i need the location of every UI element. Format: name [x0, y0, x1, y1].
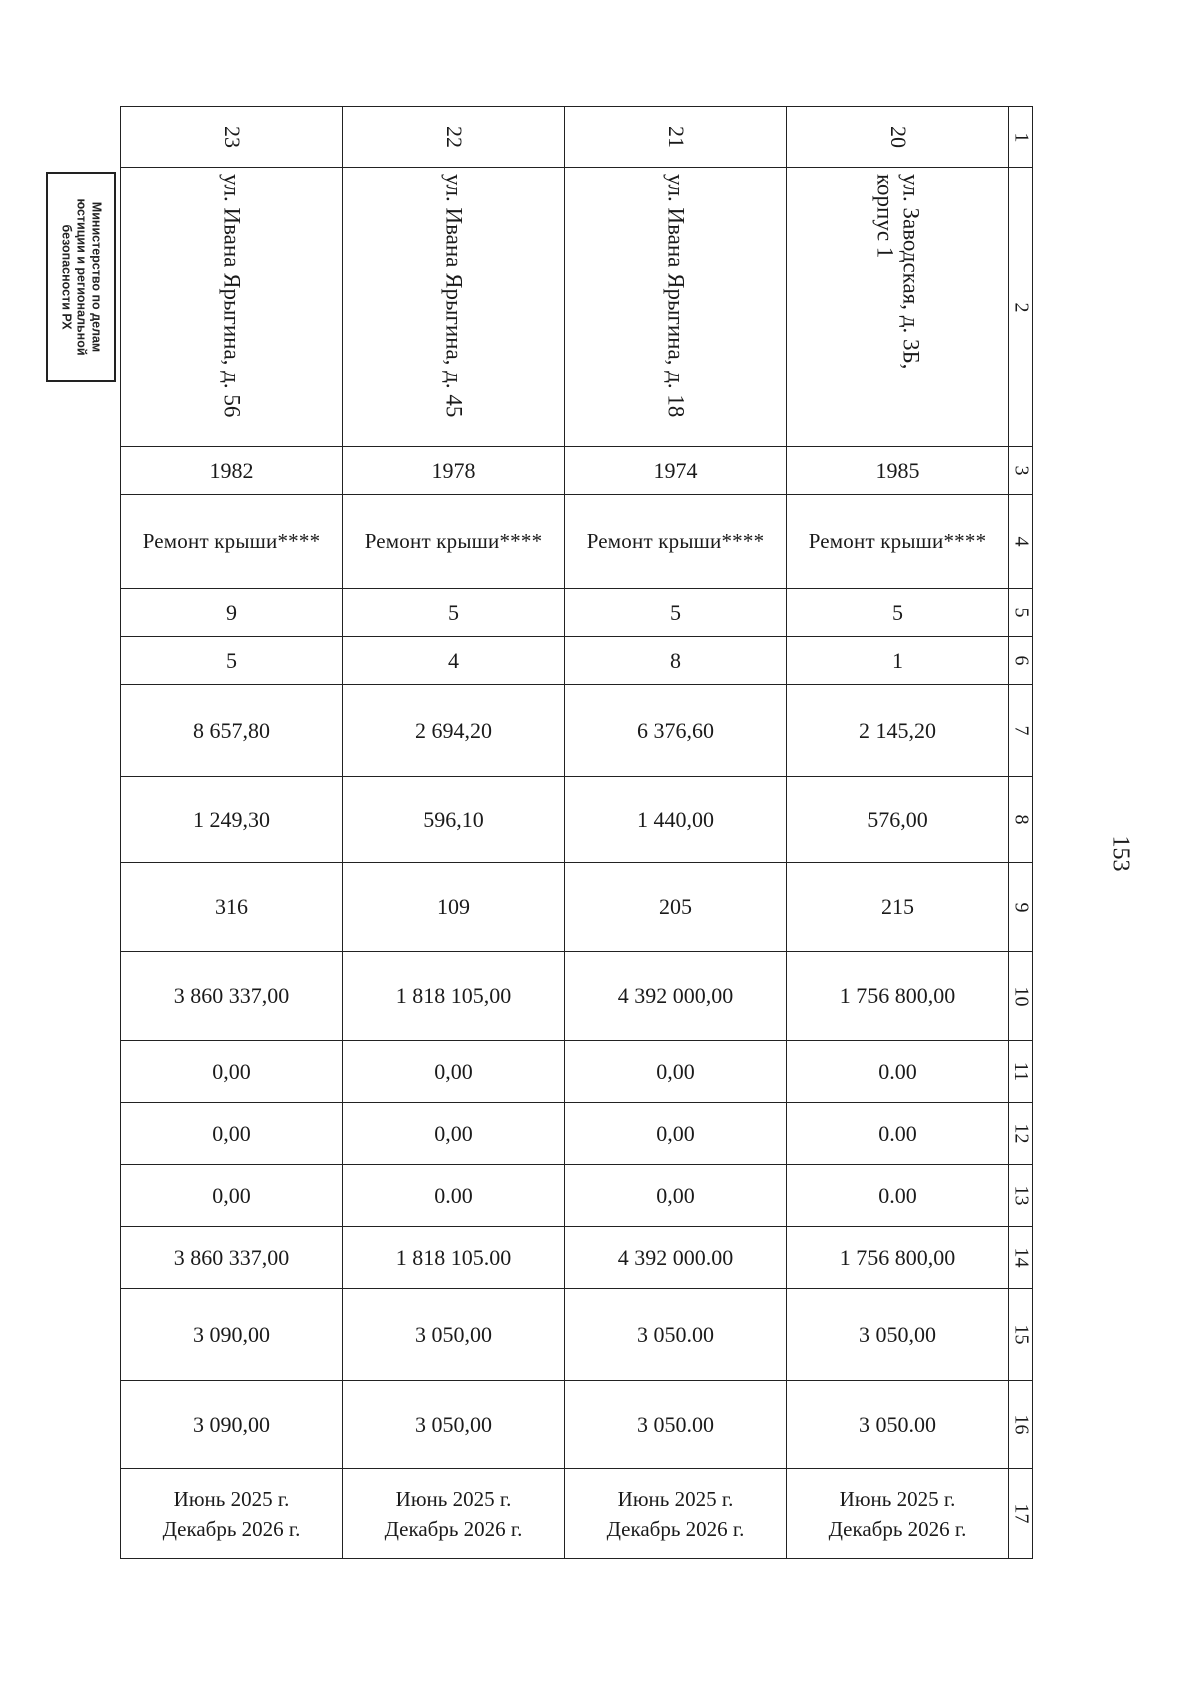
address-cell [565, 168, 787, 447]
address-line: ул. Ивана Ярыгина, д. 45 [441, 174, 467, 418]
column-number-cell [1009, 1041, 1033, 1103]
stamp-line: юстиции и региональной [74, 198, 89, 356]
cost-cell: 0,00 [121, 1165, 343, 1227]
work-type-cell: Ремонт крыши**** [343, 495, 565, 589]
year-cell: 1978 [343, 447, 565, 495]
table-row-col-13 [121, 1165, 1033, 1227]
table-row-col-15 [121, 1289, 1033, 1381]
work-type-cell: Ремонт крыши**** [787, 495, 1009, 589]
total-area-cell: 8 657,80 [121, 685, 343, 777]
column-number: 7 [1010, 725, 1032, 736]
residents-cell: 109 [343, 863, 565, 952]
period-end: Декабрь 2026 г. [828, 1516, 967, 1541]
column-number-cell [1009, 107, 1033, 168]
cost-cell: 0.00 [787, 1165, 1009, 1227]
cost-cell: 3 860 337,00 [121, 1227, 343, 1289]
table-row-roof-area [121, 777, 1033, 863]
stamp-line: Министерство по делам [89, 201, 104, 353]
column-number: 15 [1010, 1324, 1032, 1345]
column-number-cell [1009, 495, 1033, 589]
column-number-cell [1009, 1469, 1033, 1559]
column-number-cell [1009, 589, 1033, 637]
cost-cell: 0,00 [565, 1103, 787, 1165]
entrances-cell: 4 [343, 637, 565, 685]
unit-cost-cell: 3 050,00 [787, 1289, 1009, 1381]
residents-cell: 215 [787, 863, 1009, 952]
floors-cell: 5 [343, 589, 565, 637]
cost-cell: 0,00 [565, 1041, 787, 1103]
roof-area-cell: 576,00 [787, 777, 1009, 863]
floors-cell: 5 [787, 589, 1009, 637]
cost-cell: 0.00 [787, 1103, 1009, 1165]
period-cell [787, 1469, 1009, 1559]
period-start: Июнь 2025 г. [173, 1486, 290, 1511]
stamp-line: безопасности РХ [59, 224, 74, 330]
record-number: 21 [663, 126, 689, 148]
address-text [219, 174, 245, 417]
address-text [663, 174, 689, 417]
table-row-total-cost [121, 952, 1033, 1041]
column-number: 10 [1010, 986, 1032, 1006]
column-number-cell [1009, 952, 1033, 1041]
column-number-cell [1009, 1381, 1033, 1469]
column-number: 4 [1010, 536, 1032, 547]
year-cell: 1985 [787, 447, 1009, 495]
address-cell [121, 168, 343, 447]
column-number: 12 [1010, 1123, 1032, 1144]
column-number-cell [1009, 447, 1033, 495]
record-number-cell [343, 107, 565, 168]
ministry-stamp [46, 172, 116, 382]
cost-cell: 1 756 800,00 [787, 1227, 1009, 1289]
entrances-cell: 1 [787, 637, 1009, 685]
entrances-cell: 8 [565, 637, 787, 685]
roof-area-cell: 1 249,30 [121, 777, 343, 863]
unit-cost-cell: 3 050.00 [565, 1381, 787, 1469]
column-number-cell [1009, 777, 1033, 863]
period-cell [343, 1469, 565, 1559]
table-row-col-12 [121, 1103, 1033, 1165]
floors-cell: 5 [565, 589, 787, 637]
address-text [441, 174, 467, 417]
table-row-period [121, 1469, 1033, 1559]
cost-cell: 0.00 [343, 1165, 565, 1227]
period-cell [565, 1469, 787, 1559]
cost-cell: 0,00 [343, 1041, 565, 1103]
table-row-entrances [121, 637, 1033, 685]
record-number-cell [121, 107, 343, 168]
cost-cell: 4 392 000.00 [565, 1227, 787, 1289]
column-number: 8 [1010, 814, 1032, 825]
address-text [872, 174, 924, 369]
floors-cell: 9 [121, 589, 343, 637]
table-row-residents [121, 863, 1033, 952]
residents-cell: 205 [565, 863, 787, 952]
table-row-col-16 [121, 1381, 1033, 1469]
unit-cost-cell: 3 050.00 [787, 1381, 1009, 1469]
year-cell: 1982 [121, 447, 343, 495]
total-area-cell: 6 376,60 [565, 685, 787, 777]
column-number: 2 [1010, 302, 1032, 312]
cost-cell: 0,00 [121, 1103, 343, 1165]
unit-cost-cell: 3 050,00 [343, 1289, 565, 1381]
column-number: 5 [1010, 607, 1032, 618]
unit-cost-cell: 3 050.00 [565, 1289, 787, 1381]
period-end: Декабрь 2026 г. [162, 1516, 301, 1541]
period-cell [121, 1469, 343, 1559]
column-number-cell [1009, 637, 1033, 685]
address-cell [787, 168, 1009, 447]
period-end: Декабрь 2026 г. [384, 1516, 523, 1541]
cost-cell: 0.00 [787, 1041, 1009, 1103]
table-row-floors [121, 589, 1033, 637]
record-number: 20 [885, 126, 911, 148]
column-number: 3 [1010, 465, 1032, 476]
total-area-cell: 2 694,20 [343, 685, 565, 777]
address-line: ул. Ивана Ярыгина, д. 18 [663, 174, 689, 418]
column-number: 6 [1010, 655, 1032, 666]
residents-cell: 316 [121, 863, 343, 952]
column-number: 17 [1010, 1503, 1032, 1524]
column-number-cell [1009, 168, 1033, 447]
work-type-cell: Ремонт крыши**** [121, 495, 343, 589]
column-number: 14 [1010, 1247, 1032, 1268]
period-start: Июнь 2025 г. [839, 1486, 956, 1511]
unit-cost-cell: 3 050,00 [343, 1381, 565, 1469]
column-number: 16 [1010, 1414, 1032, 1435]
page-number: 153 [1107, 835, 1134, 872]
entrances-cell: 5 [121, 637, 343, 685]
column-number-cell [1009, 863, 1033, 952]
year-cell: 1974 [565, 447, 787, 495]
table-row-address [121, 168, 1033, 447]
roof-area-cell: 596,10 [343, 777, 565, 863]
unit-cost-cell: 3 090,00 [121, 1381, 343, 1469]
total-cost-cell: 1 818 105,00 [343, 952, 565, 1041]
address-line: ул. Ивана Ярыгина, д. 56 [219, 174, 245, 418]
stamp-text [59, 177, 104, 377]
table-row-work-type [121, 495, 1033, 589]
address-line: ул. Заводская, д. 3Б, [898, 174, 924, 370]
column-number: 11 [1009, 1061, 1032, 1082]
column-number: 13 [1010, 1185, 1032, 1206]
total-cost-cell: 3 860 337,00 [121, 952, 343, 1041]
period-end: Декабрь 2026 г. [606, 1516, 745, 1541]
period-start: Июнь 2025 г. [395, 1486, 512, 1511]
unit-cost-cell: 3 090,00 [121, 1289, 343, 1381]
table-row-col-14 [121, 1227, 1033, 1289]
cost-cell: 1 818 105.00 [343, 1227, 565, 1289]
cost-cell: 0,00 [343, 1103, 565, 1165]
table-row-year [121, 447, 1033, 495]
record-number: 23 [219, 126, 245, 148]
table-row-number [121, 107, 1033, 168]
column-number-cell [1009, 1289, 1033, 1381]
record-number-cell [565, 107, 787, 168]
total-cost-cell: 4 392 000,00 [565, 952, 787, 1041]
repair-program-table [120, 106, 1033, 1559]
record-number: 22 [441, 126, 467, 148]
table-row-total-area [121, 685, 1033, 777]
period-start: Июнь 2025 г. [617, 1486, 734, 1511]
column-number: 1 [1010, 132, 1032, 142]
column-number-cell [1009, 1103, 1033, 1165]
column-number-cell [1009, 1227, 1033, 1289]
cost-cell: 0,00 [565, 1165, 787, 1227]
roof-area-cell: 1 440,00 [565, 777, 787, 863]
column-number: 9 [1010, 902, 1032, 912]
total-area-cell: 2 145,20 [787, 685, 1009, 777]
address-line: корпус 1 [872, 174, 898, 259]
work-type-cell: Ремонт крыши**** [565, 495, 787, 589]
cost-cell: 0,00 [121, 1041, 343, 1103]
record-number-cell [787, 107, 1009, 168]
column-number-cell [1009, 685, 1033, 777]
table-row-col-11 [121, 1041, 1033, 1103]
column-number-cell [1009, 1165, 1033, 1227]
address-cell [343, 168, 565, 447]
total-cost-cell: 1 756 800,00 [787, 952, 1009, 1041]
